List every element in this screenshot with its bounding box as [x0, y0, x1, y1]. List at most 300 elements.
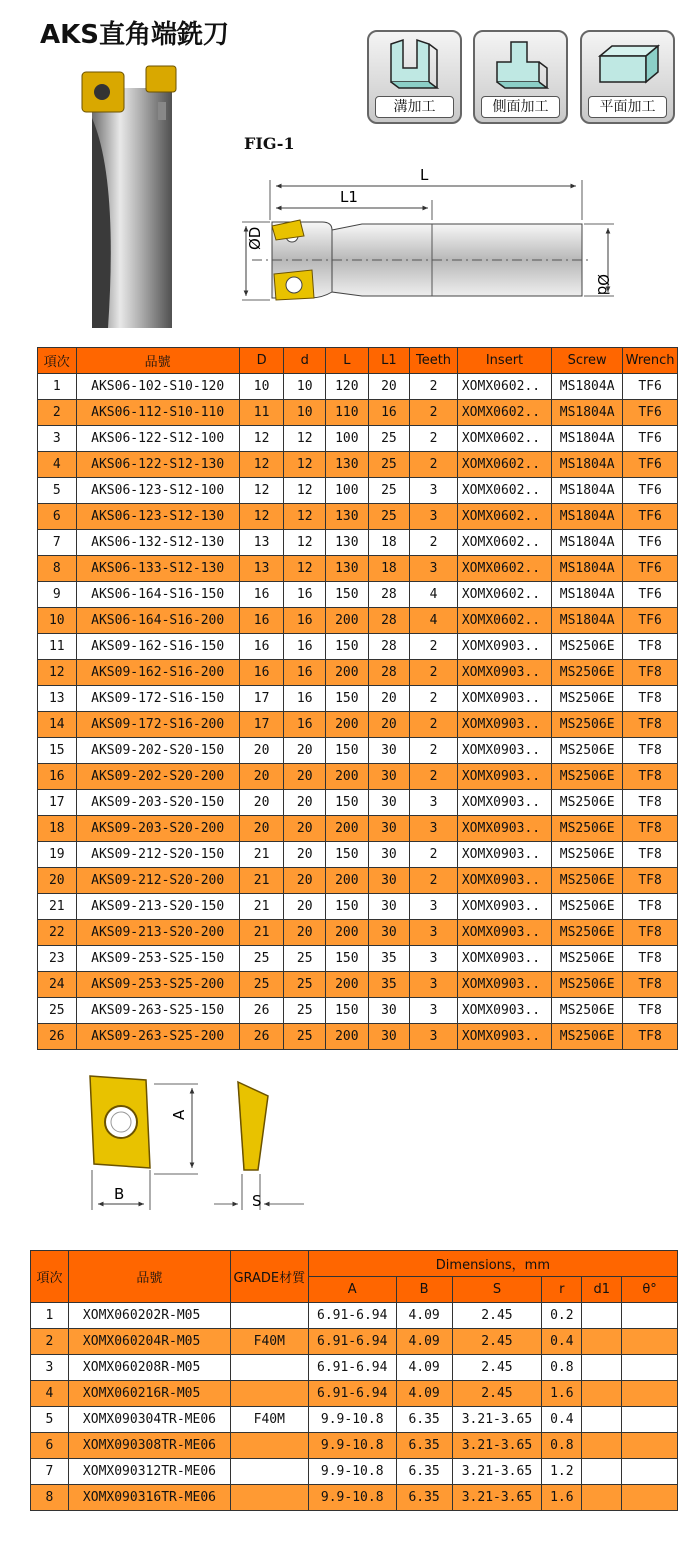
table-header-cell: Insert	[457, 348, 551, 374]
table-cell: 2.45	[452, 1303, 542, 1329]
table-cell: TF6	[623, 556, 678, 582]
table-cell: 6.91-6.94	[308, 1355, 396, 1381]
table-cell: 150	[326, 894, 369, 920]
table-header-cell: D	[239, 348, 284, 374]
table-cell: 6.35	[396, 1485, 452, 1511]
table-cell: 0.8	[542, 1355, 582, 1381]
table-cell: 25	[368, 504, 410, 530]
table-cell: 2.45	[452, 1381, 542, 1407]
table-cell: 12	[284, 452, 326, 478]
table-cell: 16	[38, 764, 77, 790]
table-cell: 9	[38, 582, 77, 608]
table-row	[31, 1329, 678, 1355]
table-cell: 200	[326, 816, 369, 842]
header-dimensions: Dimensions，mm	[308, 1251, 677, 1277]
table-cell: 6	[38, 504, 77, 530]
table-cell	[622, 1407, 678, 1433]
table-cell: 25	[368, 452, 410, 478]
table-cell: XOMX060216R-M05	[68, 1381, 230, 1407]
table-cell	[622, 1329, 678, 1355]
header-grade: GRADE材質	[230, 1251, 308, 1303]
table-cell: 30	[368, 790, 410, 816]
table-cell: AKS06-164-S16-200	[76, 608, 239, 634]
table-cell: 6.91-6.94	[308, 1381, 396, 1407]
table-cell: 0.4	[542, 1407, 582, 1433]
table-cell: 20	[368, 686, 410, 712]
table-cell: 25	[368, 426, 410, 452]
table-cell	[622, 1485, 678, 1511]
table-cell: XOMX0903..	[457, 894, 551, 920]
table-cell: 25	[239, 946, 284, 972]
table-cell: 16	[368, 400, 410, 426]
table-cell: 2	[410, 738, 458, 764]
table-row	[38, 556, 678, 582]
table-cell: 24	[38, 972, 77, 998]
table-header-cell: L1	[368, 348, 410, 374]
table-cell: 2	[410, 868, 458, 894]
table-cell: AKS09-202-S20-150	[76, 738, 239, 764]
table-cell: TF6	[623, 452, 678, 478]
table-cell: 100	[326, 426, 369, 452]
table-cell: XOMX060208R-M05	[68, 1355, 230, 1381]
table-cell: 25	[368, 478, 410, 504]
table-cell: 20	[239, 816, 284, 842]
table-cell: 20	[368, 374, 410, 400]
table-row	[38, 868, 678, 894]
table-cell: 20	[284, 816, 326, 842]
table-cell: 12	[284, 426, 326, 452]
insert-spec-table	[30, 1250, 678, 1511]
table-cell	[230, 1381, 308, 1407]
table-cell: 25	[38, 998, 77, 1024]
table-cell: TF8	[623, 660, 678, 686]
table-cell: 30	[368, 920, 410, 946]
table-cell: 200	[326, 972, 369, 998]
table-cell: AKS06-123-S12-100	[76, 478, 239, 504]
table-cell: 3	[410, 478, 458, 504]
table-cell: TF8	[623, 946, 678, 972]
table-cell: 3	[38, 426, 77, 452]
table-cell: 16	[239, 582, 284, 608]
table-cell: 150	[326, 998, 369, 1024]
table-cell: 14	[38, 712, 77, 738]
table-cell: 20	[284, 738, 326, 764]
table-cell: AKS09-202-S20-200	[76, 764, 239, 790]
table-cell	[582, 1485, 622, 1511]
table-cell: 12	[239, 504, 284, 530]
table-row	[38, 608, 678, 634]
table-cell: 3.21-3.65	[452, 1485, 542, 1511]
table-cell: 110	[326, 400, 369, 426]
table-cell: 20	[239, 738, 284, 764]
table-cell: MS1804A	[552, 374, 623, 400]
table-cell: XOMX090308TR-ME06	[68, 1433, 230, 1459]
table-cell: 12	[284, 504, 326, 530]
table-cell: 2.45	[452, 1355, 542, 1381]
table-cell: 20	[368, 712, 410, 738]
table-cell: MS1804A	[552, 478, 623, 504]
table-cell: 12	[239, 452, 284, 478]
end-mill-dimension-drawing	[232, 160, 652, 305]
table-cell: MS1804A	[552, 608, 623, 634]
table-cell: 12	[284, 478, 326, 504]
table-cell: 3	[410, 920, 458, 946]
table-cell: XOMX0903..	[457, 712, 551, 738]
side-machining-icon	[475, 32, 566, 94]
table-cell: 16	[239, 608, 284, 634]
table-cell: 2	[410, 712, 458, 738]
table-cell: MS2506E	[552, 972, 623, 998]
table-cell: XOMX060204R-M05	[68, 1329, 230, 1355]
table-cell: 4	[410, 608, 458, 634]
table-header-cell: 品號	[76, 348, 239, 374]
table-row	[31, 1433, 678, 1459]
table-cell: MS2506E	[552, 660, 623, 686]
table-cell: 5	[38, 478, 77, 504]
header-item-no: 項次	[31, 1251, 69, 1303]
table-cell: TF8	[623, 1024, 678, 1050]
table-subheader-cell: S	[452, 1277, 542, 1303]
table-cell: MS2506E	[552, 998, 623, 1024]
table-row	[38, 972, 678, 998]
table-cell: 18	[368, 556, 410, 582]
table-cell: 16	[284, 686, 326, 712]
table-cell: TF8	[623, 894, 678, 920]
table-cell: XOMX090316TR-ME06	[68, 1485, 230, 1511]
table-cell: AKS06-164-S16-150	[76, 582, 239, 608]
table-cell: AKS06-122-S12-100	[76, 426, 239, 452]
table-cell: AKS09-212-S20-150	[76, 842, 239, 868]
table-cell: MS2506E	[552, 894, 623, 920]
table-cell: 19	[38, 842, 77, 868]
table-cell: 1	[38, 374, 77, 400]
table-cell: MS1804A	[552, 452, 623, 478]
table-cell: 25	[239, 972, 284, 998]
table-cell: 1	[31, 1303, 69, 1329]
table-cell: AKS09-162-S16-150	[76, 634, 239, 660]
table-cell: XOMX0602..	[457, 478, 551, 504]
table-cell: 7	[31, 1459, 69, 1485]
table-cell: 130	[326, 556, 369, 582]
table-cell: 28	[368, 608, 410, 634]
table-subheader-cell: d1	[582, 1277, 622, 1303]
table-cell: MS2506E	[552, 634, 623, 660]
table-subheader-cell: B	[396, 1277, 452, 1303]
table-cell: 2	[410, 400, 458, 426]
table-cell: XOMX090312TR-ME06	[68, 1459, 230, 1485]
table-row	[38, 400, 678, 426]
table-cell: 2	[410, 634, 458, 660]
table-cell	[622, 1381, 678, 1407]
table-cell: 12	[284, 530, 326, 556]
table-cell: 200	[326, 712, 369, 738]
table-cell: 30	[368, 816, 410, 842]
table-header-row	[38, 348, 678, 374]
end-mill-spec-table	[37, 347, 678, 1050]
table-cell: TF6	[623, 530, 678, 556]
table-cell: 16	[284, 660, 326, 686]
table-cell: TF6	[623, 374, 678, 400]
table-cell: 2	[38, 400, 77, 426]
table-cell: 15	[38, 738, 77, 764]
table-cell: AKS06-123-S12-130	[76, 504, 239, 530]
table-cell: XOMX0903..	[457, 764, 551, 790]
table-cell: TF8	[623, 634, 678, 660]
table-cell: 17	[239, 712, 284, 738]
table-cell: XOMX0903..	[457, 972, 551, 998]
table-cell: TF6	[623, 478, 678, 504]
table-cell: 150	[326, 790, 369, 816]
table-row	[38, 998, 678, 1024]
table-cell: 26	[239, 998, 284, 1024]
table-cell: 6.91-6.94	[308, 1329, 396, 1355]
table-cell: 3	[410, 790, 458, 816]
table-row	[38, 426, 678, 452]
table-cell: TF8	[623, 738, 678, 764]
table-subheader-cell: θ°	[622, 1277, 678, 1303]
table-cell: 26	[239, 1024, 284, 1050]
table-cell: 1.6	[542, 1381, 582, 1407]
table-cell: 20	[284, 842, 326, 868]
table-cell: AKS09-203-S20-150	[76, 790, 239, 816]
table-cell: 200	[326, 920, 369, 946]
table-cell: AKS06-112-S10-110	[76, 400, 239, 426]
table-cell: 25	[284, 998, 326, 1024]
table-cell: F40M	[230, 1329, 308, 1355]
table-cell: 150	[326, 634, 369, 660]
dim-B-label: B	[114, 1185, 125, 1203]
table-cell: TF8	[623, 686, 678, 712]
table-header-cell: d	[284, 348, 326, 374]
dim-d-label: Ød	[594, 274, 612, 296]
table-cell: AKS09-253-S25-150	[76, 946, 239, 972]
table-row	[31, 1407, 678, 1433]
table-cell: XOMX0602..	[457, 426, 551, 452]
table-row	[38, 452, 678, 478]
table-header-cell: Teeth	[410, 348, 458, 374]
table-cell: 130	[326, 452, 369, 478]
slot-machining-label: 溝加工	[375, 96, 454, 118]
table-cell: 17	[38, 790, 77, 816]
table-cell: XOMX0602..	[457, 582, 551, 608]
table-cell: XOMX0602..	[457, 556, 551, 582]
table-cell: 20	[239, 790, 284, 816]
table-cell: AKS09-213-S20-200	[76, 920, 239, 946]
table-cell: AKS09-162-S16-200	[76, 660, 239, 686]
table-cell: XOMX0903..	[457, 998, 551, 1024]
table-cell: MS2506E	[552, 712, 623, 738]
end-mill-photo	[78, 58, 180, 328]
table-cell: 10	[284, 374, 326, 400]
face-machining-card	[580, 30, 675, 124]
table-cell: MS2506E	[552, 764, 623, 790]
table-cell: 25	[284, 1024, 326, 1050]
table-cell: 9.9-10.8	[308, 1433, 396, 1459]
table-cell: 16	[284, 712, 326, 738]
table-row	[38, 660, 678, 686]
table-cell: AKS09-213-S20-150	[76, 894, 239, 920]
table-cell: 20	[284, 764, 326, 790]
table-cell: MS1804A	[552, 530, 623, 556]
table-cell: TF8	[623, 972, 678, 998]
table-cell: MS2506E	[552, 738, 623, 764]
table-cell: 4	[38, 452, 77, 478]
side-machining-card	[473, 30, 568, 124]
table-cell: 4	[410, 582, 458, 608]
table-header-cell: Wrench	[623, 348, 678, 374]
table-cell: 20	[284, 790, 326, 816]
table-cell	[582, 1381, 622, 1407]
table-cell: TF8	[623, 842, 678, 868]
table-cell: 8	[38, 556, 77, 582]
table-cell: 6.35	[396, 1433, 452, 1459]
table-row	[38, 582, 678, 608]
dim-L1-label: L1	[340, 188, 358, 206]
table-cell: 2	[410, 764, 458, 790]
table-cell: 3	[410, 816, 458, 842]
dim-A-label: A	[170, 1109, 188, 1120]
table-cell: TF8	[623, 868, 678, 894]
table-header-cell: L	[326, 348, 369, 374]
table-cell: MS2506E	[552, 790, 623, 816]
table-cell: 3	[410, 504, 458, 530]
table-cell: XOMX0602..	[457, 608, 551, 634]
table-header-cell: Screw	[552, 348, 623, 374]
page-title: AKS直角端銑刀	[40, 20, 229, 50]
table-cell: 18	[368, 530, 410, 556]
table-cell: 11	[38, 634, 77, 660]
table-cell: 28	[368, 660, 410, 686]
table-cell: 20	[38, 868, 77, 894]
table-row	[38, 790, 678, 816]
table-cell	[582, 1459, 622, 1485]
table-cell: 25	[284, 972, 326, 998]
table-cell: TF6	[623, 582, 678, 608]
face-machining-label: 平面加工	[588, 96, 667, 118]
table-row	[38, 478, 678, 504]
table-cell: 16	[284, 608, 326, 634]
table-cell: 22	[38, 920, 77, 946]
table-cell: 30	[368, 738, 410, 764]
table-cell: MS1804A	[552, 400, 623, 426]
table-cell: 21	[239, 868, 284, 894]
table-cell	[230, 1433, 308, 1459]
table-row	[38, 738, 678, 764]
table-row	[38, 1024, 678, 1050]
table-row	[38, 374, 678, 400]
face-machining-icon	[582, 32, 673, 94]
table-row	[38, 946, 678, 972]
table-cell: 26	[38, 1024, 77, 1050]
table-cell: 18	[38, 816, 77, 842]
table-cell: 8	[31, 1485, 69, 1511]
table-row	[38, 530, 678, 556]
table-cell: 200	[326, 764, 369, 790]
table-cell	[582, 1329, 622, 1355]
figure-label: FIG-1	[244, 134, 295, 153]
table-cell: 150	[326, 842, 369, 868]
table-cell: AKS09-203-S20-200	[76, 816, 239, 842]
table-cell: 9.9-10.8	[308, 1407, 396, 1433]
table-row	[38, 712, 678, 738]
table-cell: 6	[31, 1433, 69, 1459]
table-cell: 4	[31, 1381, 69, 1407]
table-row	[31, 1459, 678, 1485]
table-cell: 21	[239, 894, 284, 920]
table-row	[31, 1355, 678, 1381]
table-cell: 30	[368, 764, 410, 790]
table-cell: 2	[410, 426, 458, 452]
table-cell: TF6	[623, 608, 678, 634]
table-row	[31, 1303, 678, 1329]
table-cell	[582, 1407, 622, 1433]
table-cell: 17	[239, 686, 284, 712]
table-cell: 200	[326, 868, 369, 894]
table-cell: TF6	[623, 426, 678, 452]
table-header-cell: 項次	[38, 348, 77, 374]
table-cell	[582, 1355, 622, 1381]
table-cell: 3	[410, 972, 458, 998]
table-cell: 10	[38, 608, 77, 634]
table-cell: MS2506E	[552, 686, 623, 712]
table-cell: 21	[239, 920, 284, 946]
table-cell	[230, 1303, 308, 1329]
table-cell: TF8	[623, 920, 678, 946]
table-cell: 20	[284, 894, 326, 920]
table-cell: 1.2	[542, 1459, 582, 1485]
table-cell: 200	[326, 608, 369, 634]
table-cell: XOMX0903..	[457, 816, 551, 842]
table-cell: 20	[284, 920, 326, 946]
table-cell: 21	[239, 842, 284, 868]
table-cell: TF8	[623, 816, 678, 842]
table-cell: AKS09-172-S16-200	[76, 712, 239, 738]
table-cell: 35	[368, 972, 410, 998]
table-cell: XOMX0602..	[457, 530, 551, 556]
table-cell: 6.35	[396, 1459, 452, 1485]
table-cell: 100	[326, 478, 369, 504]
table-cell: 28	[368, 634, 410, 660]
table-cell: MS1804A	[552, 582, 623, 608]
table-cell: 2	[410, 452, 458, 478]
table-cell: 2	[410, 686, 458, 712]
table-cell: TF8	[623, 764, 678, 790]
table-cell: 13	[239, 530, 284, 556]
table-cell: XOMX0903..	[457, 1024, 551, 1050]
table-cell: 3.21-3.65	[452, 1407, 542, 1433]
table-cell: 12	[284, 556, 326, 582]
table-cell: AKS06-132-S12-130	[76, 530, 239, 556]
table-cell: 21	[38, 894, 77, 920]
table-cell: 150	[326, 738, 369, 764]
dim-S-label: S	[252, 1192, 262, 1210]
table-cell: 3.21-3.65	[452, 1433, 542, 1459]
table-cell: XOMX0903..	[457, 920, 551, 946]
table-cell: XOMX0903..	[457, 868, 551, 894]
table-cell: 3	[410, 1024, 458, 1050]
dim-D-label: ØD	[246, 226, 264, 250]
table-cell: 6.91-6.94	[308, 1303, 396, 1329]
table-cell: 1.6	[542, 1485, 582, 1511]
table-cell: MS1804A	[552, 556, 623, 582]
table-row	[38, 764, 678, 790]
table-cell	[230, 1485, 308, 1511]
table-cell: 130	[326, 530, 369, 556]
table-cell: 11	[239, 400, 284, 426]
table-cell: 0.4	[542, 1329, 582, 1355]
table-cell: 4.09	[396, 1381, 452, 1407]
table-cell: XOMX0903..	[457, 946, 551, 972]
